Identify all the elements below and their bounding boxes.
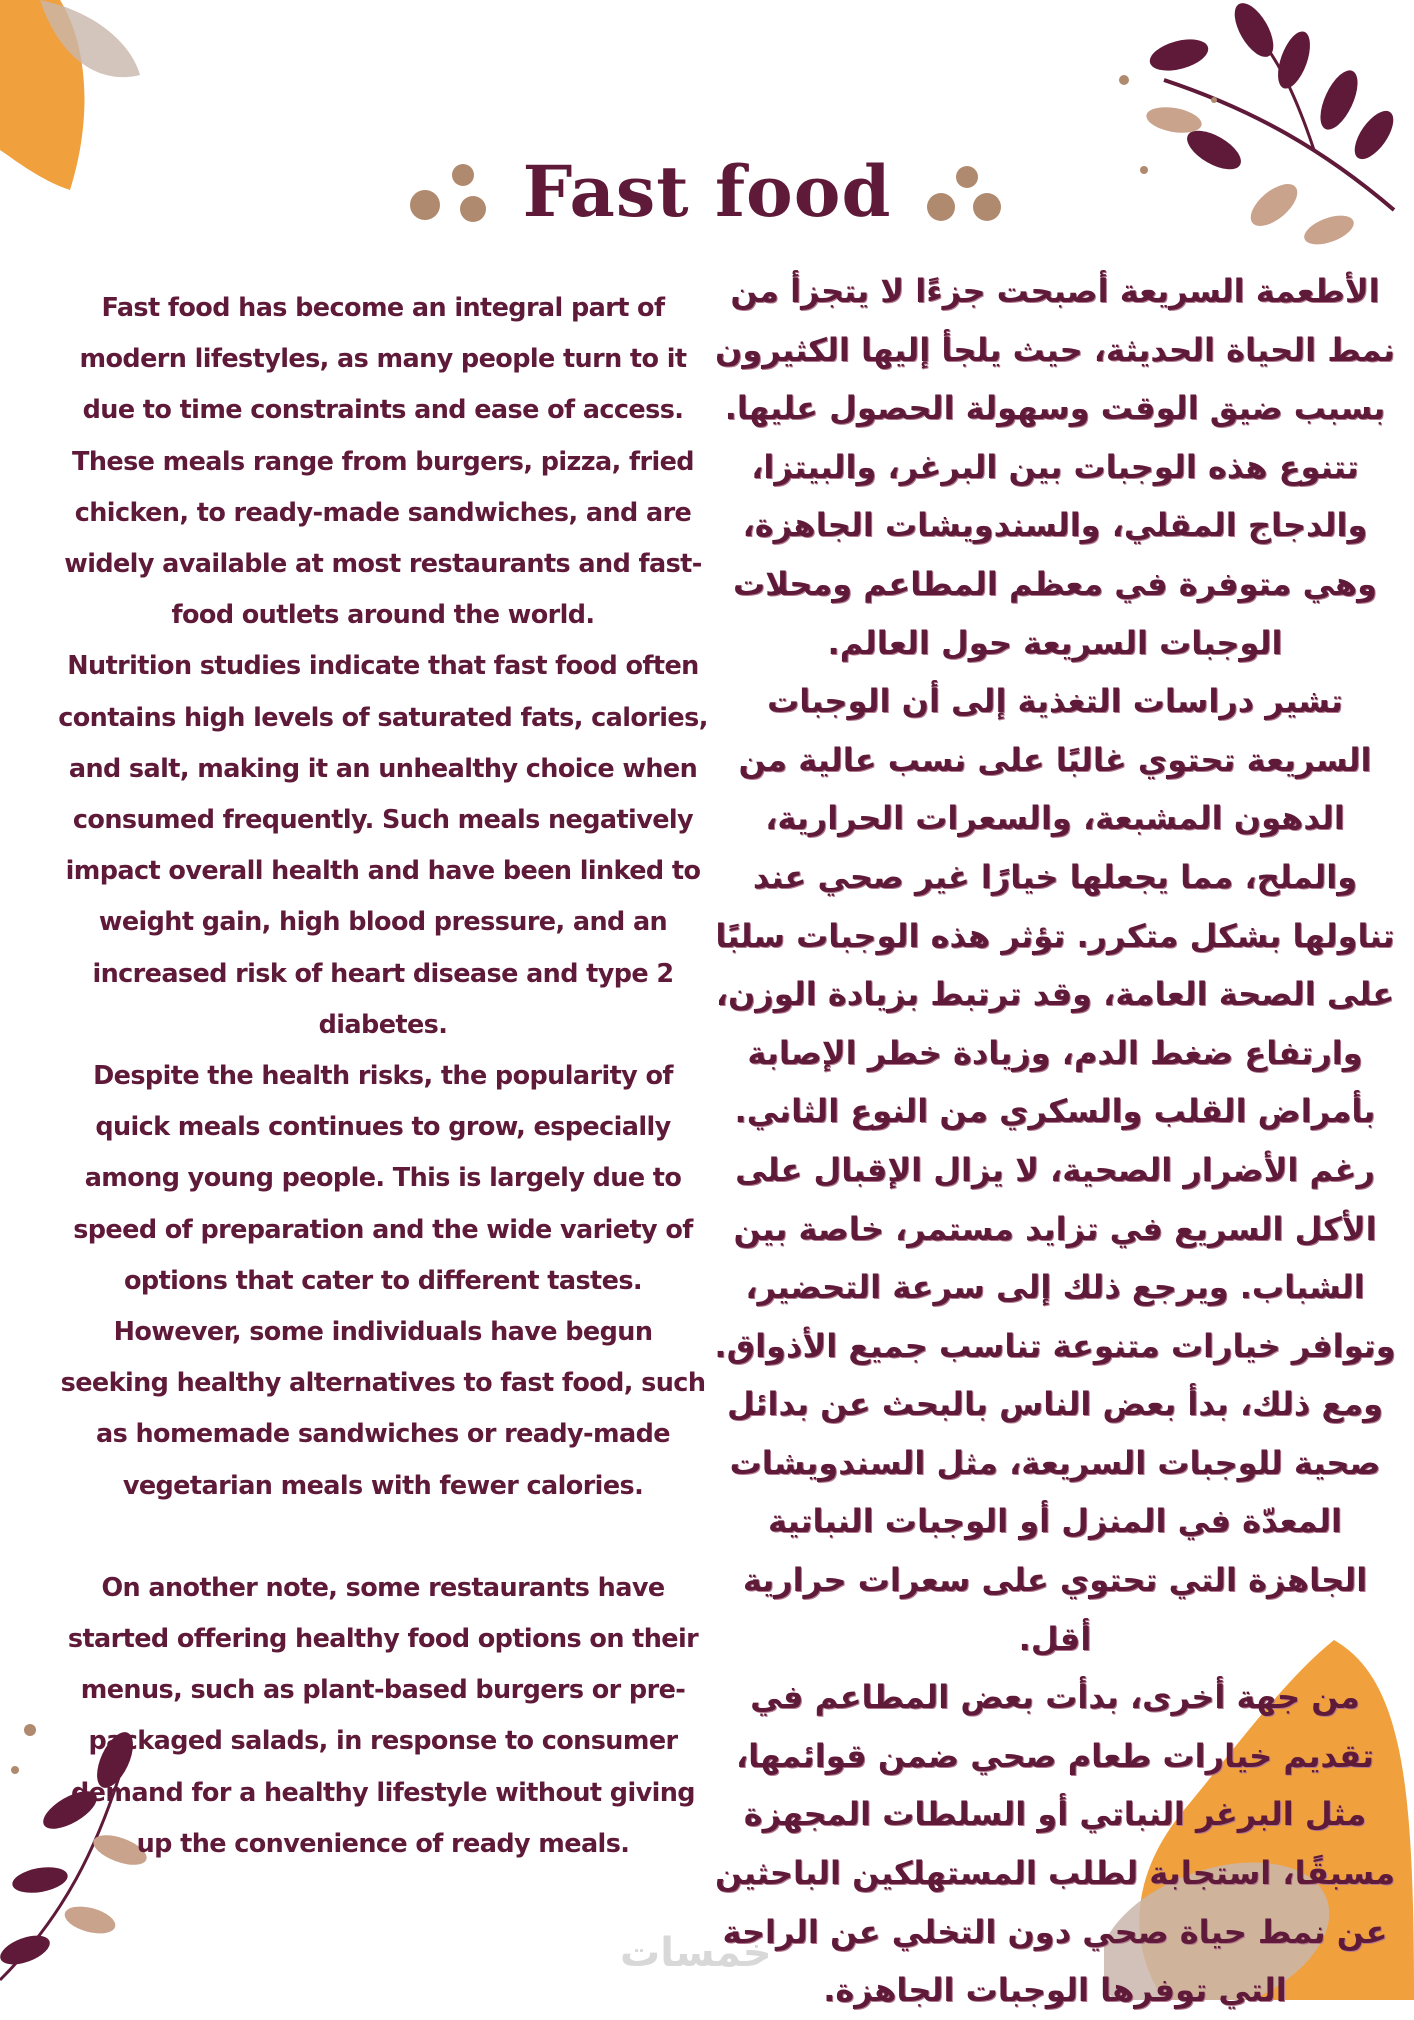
- watermark: خمسات: [620, 1930, 772, 1976]
- dots-right-icon: [919, 157, 1009, 227]
- arabic-paragraph-1: الأطعمة السريعة أصبحت جزءًا لا يتجزأ من نمط الحياة الحديثة، حيث يلجأ إليها الكثيرون بسبب ضيق الوقت وسهولة الحصول عليها. تتنوع هذه الوجبات بين البرغر، والبيتزا، والدجاج المقلي، والسندويشات الجاهزة، وهي متوفرة في معظم المطاعم ومحلات الوجبات السريعة حول العالم.: [715, 272, 1395, 662]
- english-paragraph-3: Despite the health risks, the popularity of quick meals continues to grow, especially among young people. This is largely due to speed of preparation and the wide variety of options that cater to different tastes. However, some individuals have begun seeking healthy alternatives to fast food, such as homemade sandwiches or ready-made vegetarian meals with fewer calories.: [60, 1061, 706, 1501]
- english-paragraph-4: On another note, some restaurants have started offering healthy food options on their menus, such as plant-based burgers or pre-packaged salads, in response to consumer demand for a healthy lifestyle without giving up the convenience of ready meals.: [67, 1572, 699, 1859]
- arabic-column: [705, 262, 1405, 2020]
- arabic-paragraph-4: من جهة أخرى، بدأت بعض المطاعم في تقديم خيارات طعام صحي ضمن قوائمها، مثل البرغر النباتي أو السلطات المجهزة مسبقًا، استجابة لطلب المستهلكين الباحثين عن نمط حياة صحي دون التخلي عن الراحة التي توفرها الوجبات الجاهزة.: [714, 1678, 1396, 2010]
- english-paragraph-2: Nutrition studies indicate that fast food often contains high levels of saturated fats, calories, and salt, making it an unhealthy choice when consumed frequently. Such meals negatively impact overall health and have been linked to weight gain, high blood pressure, and an increased risk of heart disease and type 2 diabetes.: [58, 651, 708, 1040]
- paragraph-gap: [58, 1512, 708, 1563]
- arabic-paragraph-3: رغم الأضرار الصحية، لا يزال الإقبال على الأكل السريع في تزايد مستمر، خاصة بين الشباب. ويرجع ذلك إلى سرعة التحضير، وتوافر خيارات متنوعة تناسب جميع الأذواق. ومع ذلك، بدأ بعض الناس بالبحث عن بدائل صحية للوجبات السريعة، مثل السندويشات المعدّة في المنزل أو الوجبات النباتية الجاهزة التي تحتوي على سعرات حرارية أقل.: [714, 1150, 1396, 1658]
- title-row: [0, 150, 1414, 233]
- dots-left-icon: [405, 157, 495, 227]
- english-paragraph-1: Fast food has become an integral part of modern lifestyles, as many people turn to it due to time constraints and ease of access. These meals range from burgers, pizza, fried chicken, to ready-made sandwiches, and are widely available at most restaurants and fast-food outlets around the world.: [64, 293, 702, 631]
- arabic-paragraph-2: تشير دراسات التغذية إلى أن الوجبات السريعة تحتوي غالبًا على نسب عالية من الدهون المشبعة، والسعرات الحرارية، والملح، مما يجعلها خيارًا غير صحي عند تناولها بشكل متكرر. تؤثر هذه الوجبات سلبًا على الصحة العامة، وقد ترتبط بزيادة الوزن، وارتفاع ضغط الدم، وزيادة خطر الإصابة بأمراض القلب والسكري من النوع الثاني.: [715, 682, 1395, 1131]
- page-title: Fast food: [522, 150, 892, 233]
- english-column: [58, 283, 708, 1870]
